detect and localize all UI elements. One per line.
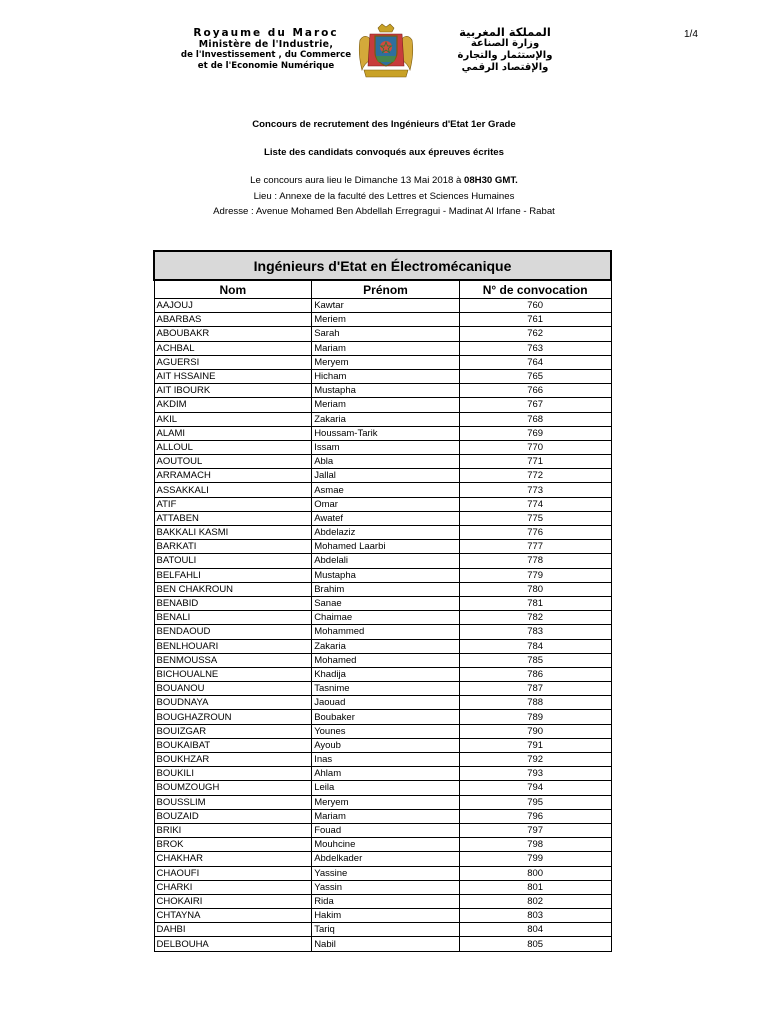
candidate-nom: BELFAHLI (154, 568, 312, 582)
candidate-convocation: 781 (459, 596, 611, 610)
table-row (154, 724, 611, 738)
candidate-prenom: Mustapha (312, 384, 460, 398)
candidate-nom: BENDAOUD (154, 625, 312, 639)
column-header-nom: Nom (154, 280, 312, 299)
candidate-convocation: 766 (459, 384, 611, 398)
candidate-prenom: Meriam (312, 398, 460, 412)
candidate-prenom: Nabil (312, 937, 460, 951)
letterhead-fr-line: Ministère de l'Industrie, (198, 39, 334, 50)
candidate-prenom: Mariam (312, 809, 460, 823)
candidate-nom: CHAOUFI (154, 866, 312, 880)
candidate-nom: AKIL (154, 412, 312, 426)
candidate-nom: BOUKAIBAT (154, 738, 312, 752)
column-header-prenom: Prénom (312, 280, 460, 299)
table-row (154, 880, 611, 894)
candidate-nom: ACHBAL (154, 341, 312, 355)
candidate-convocation: 775 (459, 511, 611, 525)
candidate-prenom: Tariq (312, 923, 460, 937)
candidate-nom: CHAKHAR (154, 852, 312, 866)
candidate-convocation: 761 (459, 313, 611, 327)
candidate-prenom: Hakim (312, 909, 460, 923)
table-row (154, 611, 611, 625)
document-subtitle: Liste des candidats convoqués aux épreuves écrites (264, 147, 504, 158)
candidate-prenom: Hicham (312, 369, 460, 383)
table-row (154, 582, 611, 596)
candidate-prenom: Ahlam (312, 767, 460, 781)
table-row (154, 653, 611, 667)
candidate-convocation: 779 (459, 568, 611, 582)
table-row (154, 894, 611, 908)
candidate-convocation: 800 (459, 866, 611, 880)
table-row (154, 341, 611, 355)
candidate-nom: AOUTOUL (154, 455, 312, 469)
table-row (154, 909, 611, 923)
candidate-prenom: Ayoub (312, 738, 460, 752)
candidate-convocation: 790 (459, 724, 611, 738)
candidate-nom: BOUGHAZROUN (154, 710, 312, 724)
candidate-nom: BOUSSLIM (154, 795, 312, 809)
table-row (154, 866, 611, 880)
candidate-nom: BEN CHAKROUN (154, 582, 312, 596)
candidate-prenom: Fouad (312, 823, 460, 837)
candidate-convocation: 798 (459, 838, 611, 852)
candidate-convocation: 787 (459, 682, 611, 696)
candidate-convocation: 802 (459, 894, 611, 908)
table-row (154, 497, 611, 511)
candidate-prenom: Issam (312, 440, 460, 454)
candidate-nom: AGUERSI (154, 355, 312, 369)
table-row (154, 767, 611, 781)
candidate-nom: BOUMZOUGH (154, 781, 312, 795)
candidate-nom: CHOKAIRI (154, 894, 312, 908)
table-row (154, 412, 611, 426)
candidate-prenom: Zakaria (312, 639, 460, 653)
candidate-nom: BRIKI (154, 823, 312, 837)
table-row (154, 596, 611, 610)
table-row (154, 299, 611, 313)
candidate-convocation: 763 (459, 341, 611, 355)
table-row (154, 838, 611, 852)
exam-address: Adresse : Avenue Mohamed Ben Abdellah Erregragui - Madinat Al Irfane - Rabat (213, 206, 555, 217)
candidate-prenom: Yassine (312, 866, 460, 880)
letterhead-fr-line: et de l'Economie Numérique (197, 61, 335, 71)
candidate-convocation: 797 (459, 823, 611, 837)
table-row (154, 483, 611, 497)
candidate-convocation: 777 (459, 540, 611, 554)
candidate-prenom: Mariam (312, 341, 460, 355)
table-body (154, 299, 611, 952)
candidate-nom: BAKKALI KASMI (154, 526, 312, 540)
table-row (154, 625, 611, 639)
document-title: Concours de recrutement des Ingénieurs d'Etat 1er Grade (252, 119, 516, 130)
candidate-nom: ASSAKKALI (154, 483, 312, 497)
candidate-prenom: Abdelaziz (312, 526, 460, 540)
candidate-nom: BROK (154, 838, 312, 852)
candidate-nom: ALLOUL (154, 440, 312, 454)
candidate-prenom: Kawtar (312, 299, 460, 313)
candidate-nom: BOUKHZAR (154, 753, 312, 767)
letterhead-fr-line: de l'Investissement , du Commerce (180, 50, 352, 60)
candidate-prenom: Jallal (312, 469, 460, 483)
candidate-prenom: Abla (312, 455, 460, 469)
table-row (154, 639, 611, 653)
table-row (154, 384, 611, 398)
table-row (154, 440, 611, 454)
table-row (154, 355, 611, 369)
candidate-nom: ARRAMACH (154, 469, 312, 483)
candidate-convocation: 773 (459, 483, 611, 497)
candidate-convocation: 805 (459, 937, 611, 951)
candidate-prenom: Younes (312, 724, 460, 738)
candidate-prenom: Awatef (312, 511, 460, 525)
candidate-nom: BENABID (154, 596, 312, 610)
candidate-prenom: Asmae (312, 483, 460, 497)
candidate-nom: BOUZAID (154, 809, 312, 823)
table-row (154, 795, 611, 809)
candidate-nom: AIT IBOURK (154, 384, 312, 398)
candidate-nom: BARKATI (154, 540, 312, 554)
candidate-convocation: 768 (459, 412, 611, 426)
candidate-convocation: 780 (459, 582, 611, 596)
letterhead-ar-line: وزارة الصناعة (470, 38, 540, 49)
candidate-nom: ATTABEN (154, 511, 312, 525)
exam-date-text: Le concours aura lieu le Dimanche 13 Mai 2018 à (250, 175, 464, 186)
candidate-nom: AIT HSSAINE (154, 369, 312, 383)
candidate-prenom: Jaouad (312, 696, 460, 710)
candidate-convocation: 760 (459, 299, 611, 313)
candidate-prenom: Houssam-Tarik (312, 426, 460, 440)
candidate-nom: ATIF (154, 497, 312, 511)
table-row (154, 554, 611, 568)
table-row (154, 369, 611, 383)
column-header-convocation: N° de convocation (459, 280, 611, 299)
letterhead-ar-line: والإقتصاد الرقمي (461, 62, 549, 73)
candidate-convocation: 770 (459, 440, 611, 454)
candidate-prenom: Mustapha (312, 568, 460, 582)
candidate-convocation: 783 (459, 625, 611, 639)
table-row (154, 426, 611, 440)
table-row (154, 327, 611, 341)
candidate-convocation: 764 (459, 355, 611, 369)
candidate-prenom: Abdelkader (312, 852, 460, 866)
table-row (154, 937, 611, 951)
candidate-convocation: 791 (459, 738, 611, 752)
candidate-convocation: 762 (459, 327, 611, 341)
table-row (154, 455, 611, 469)
candidate-nom: BOUKILI (154, 767, 312, 781)
letterhead-french (180, 28, 352, 72)
table-row (154, 710, 611, 724)
letterhead (180, 22, 590, 80)
candidate-prenom: Meryem (312, 355, 460, 369)
candidate-prenom: Rida (312, 894, 460, 908)
letterhead-arabic (420, 26, 590, 74)
candidate-nom: ABOUBAKR (154, 327, 312, 341)
coat-of-arms-icon (356, 22, 416, 80)
candidate-convocation: 795 (459, 795, 611, 809)
candidate-nom: BOUDNAYA (154, 696, 312, 710)
candidate-prenom: Sarah (312, 327, 460, 341)
table-row (154, 809, 611, 823)
table-row (154, 540, 611, 554)
table-row (154, 753, 611, 767)
candidate-prenom: Mouhcine (312, 838, 460, 852)
letterhead-ar-line: المملكة المغربية (459, 25, 551, 39)
table-row (154, 738, 611, 752)
table-title: Ingénieurs d'Etat en Électromécanique (154, 251, 611, 280)
exam-time: 08H30 GMT. (464, 175, 518, 186)
table-row (154, 667, 611, 681)
candidate-nom: DELBOUHA (154, 937, 312, 951)
candidate-convocation: 785 (459, 653, 611, 667)
candidate-convocation: 767 (459, 398, 611, 412)
page-number: 1/4 (684, 29, 698, 40)
candidate-prenom: Zakaria (312, 412, 460, 426)
table-row (154, 511, 611, 525)
table-row (154, 568, 611, 582)
candidate-prenom: Tasnime (312, 682, 460, 696)
candidate-nom: CHARKI (154, 880, 312, 894)
candidate-convocation: 786 (459, 667, 611, 681)
candidate-prenom: Sanae (312, 596, 460, 610)
candidate-nom: AKDIM (154, 398, 312, 412)
candidate-nom: BOUIZGAR (154, 724, 312, 738)
candidate-convocation: 778 (459, 554, 611, 568)
candidate-nom: BENALI (154, 611, 312, 625)
letterhead-fr-line: Royaume du Maroc (193, 27, 339, 39)
candidate-prenom: Brahim (312, 582, 460, 596)
candidate-prenom: Inas (312, 753, 460, 767)
table-row (154, 469, 611, 483)
table-row (154, 923, 611, 937)
candidate-prenom: Chaimae (312, 611, 460, 625)
candidate-convocation: 793 (459, 767, 611, 781)
candidate-convocation: 799 (459, 852, 611, 866)
candidate-nom: ABARBAS (154, 313, 312, 327)
candidate-convocation: 804 (459, 923, 611, 937)
table-row (154, 313, 611, 327)
candidate-prenom: Mohamed (312, 653, 460, 667)
candidate-convocation: 765 (459, 369, 611, 383)
table-row (154, 696, 611, 710)
candidate-convocation: 782 (459, 611, 611, 625)
candidate-nom: BOUANOU (154, 682, 312, 696)
candidate-prenom: Abdelali (312, 554, 460, 568)
candidate-convocation: 803 (459, 909, 611, 923)
candidate-prenom: Meryem (312, 795, 460, 809)
candidate-prenom: Meriem (312, 313, 460, 327)
candidate-nom: ALAMI (154, 426, 312, 440)
candidate-nom: BATOULI (154, 554, 312, 568)
candidate-prenom: Khadija (312, 667, 460, 681)
candidate-nom: DAHBI (154, 923, 312, 937)
candidate-prenom: Boubaker (312, 710, 460, 724)
table-row (154, 852, 611, 866)
candidate-prenom: Yassin (312, 880, 460, 894)
candidate-prenom: Mohammed (312, 625, 460, 639)
candidate-convocation: 788 (459, 696, 611, 710)
table-header-row (154, 280, 611, 299)
candidate-nom: BICHOUALNE (154, 667, 312, 681)
table-row (154, 823, 611, 837)
candidate-convocation: 769 (459, 426, 611, 440)
table-row (154, 398, 611, 412)
candidate-prenom: Leila (312, 781, 460, 795)
candidate-convocation: 792 (459, 753, 611, 767)
candidate-nom: BENLHOUARI (154, 639, 312, 653)
candidate-convocation: 772 (459, 469, 611, 483)
table-row (154, 682, 611, 696)
candidate-nom: CHTAYNA (154, 909, 312, 923)
candidate-convocation: 784 (459, 639, 611, 653)
candidate-convocation: 774 (459, 497, 611, 511)
table-row (154, 526, 611, 540)
candidates-table (153, 250, 612, 952)
candidate-convocation: 796 (459, 809, 611, 823)
candidate-convocation: 794 (459, 781, 611, 795)
exam-location: Lieu : Annexe de la faculté des Lettres et Sciences Humaines (253, 191, 515, 202)
candidate-prenom: Omar (312, 497, 460, 511)
candidate-nom: AAJOUJ (154, 299, 312, 313)
letterhead-ar-line: والإستثمار والتجارة (457, 50, 553, 61)
candidate-prenom: Mohamed Laarbi (312, 540, 460, 554)
exam-date (0, 175, 768, 186)
candidate-convocation: 771 (459, 455, 611, 469)
candidate-convocation: 789 (459, 710, 611, 724)
candidate-convocation: 776 (459, 526, 611, 540)
candidate-convocation: 801 (459, 880, 611, 894)
candidate-nom: BENMOUSSA (154, 653, 312, 667)
table-row (154, 781, 611, 795)
